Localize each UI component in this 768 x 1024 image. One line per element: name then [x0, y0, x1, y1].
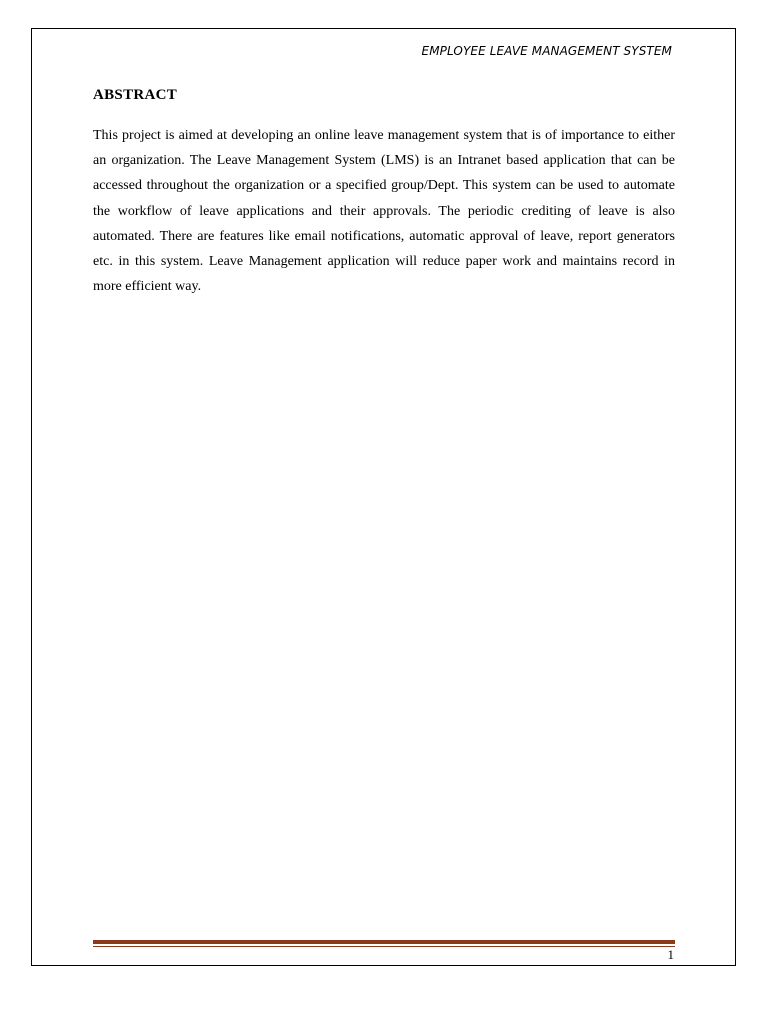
running-header: EMPLOYEE LEAVE MANAGEMENT SYSTEM [421, 44, 672, 58]
page-number: 1 [667, 947, 674, 962]
footer-rule-thin [93, 946, 675, 947]
section-heading: ABSTRACT [93, 87, 178, 103]
footer-rule [93, 940, 675, 947]
abstract-paragraph: This project is aimed at developing an online leave management system that is of importance to either an organization. The Leave Management System (LMS) is an Intranet based application that can be accessed throughout the organization or a specified group/Dept. This system can be used to automate the workflow of leave applications and their approvals. The periodic crediting of leave is also automated. There are features like email notifications, automatic approval of leave, report generators etc. in this system. Leave Management application will reduce paper work and maintains record in more efficient way. [93, 128, 675, 295]
